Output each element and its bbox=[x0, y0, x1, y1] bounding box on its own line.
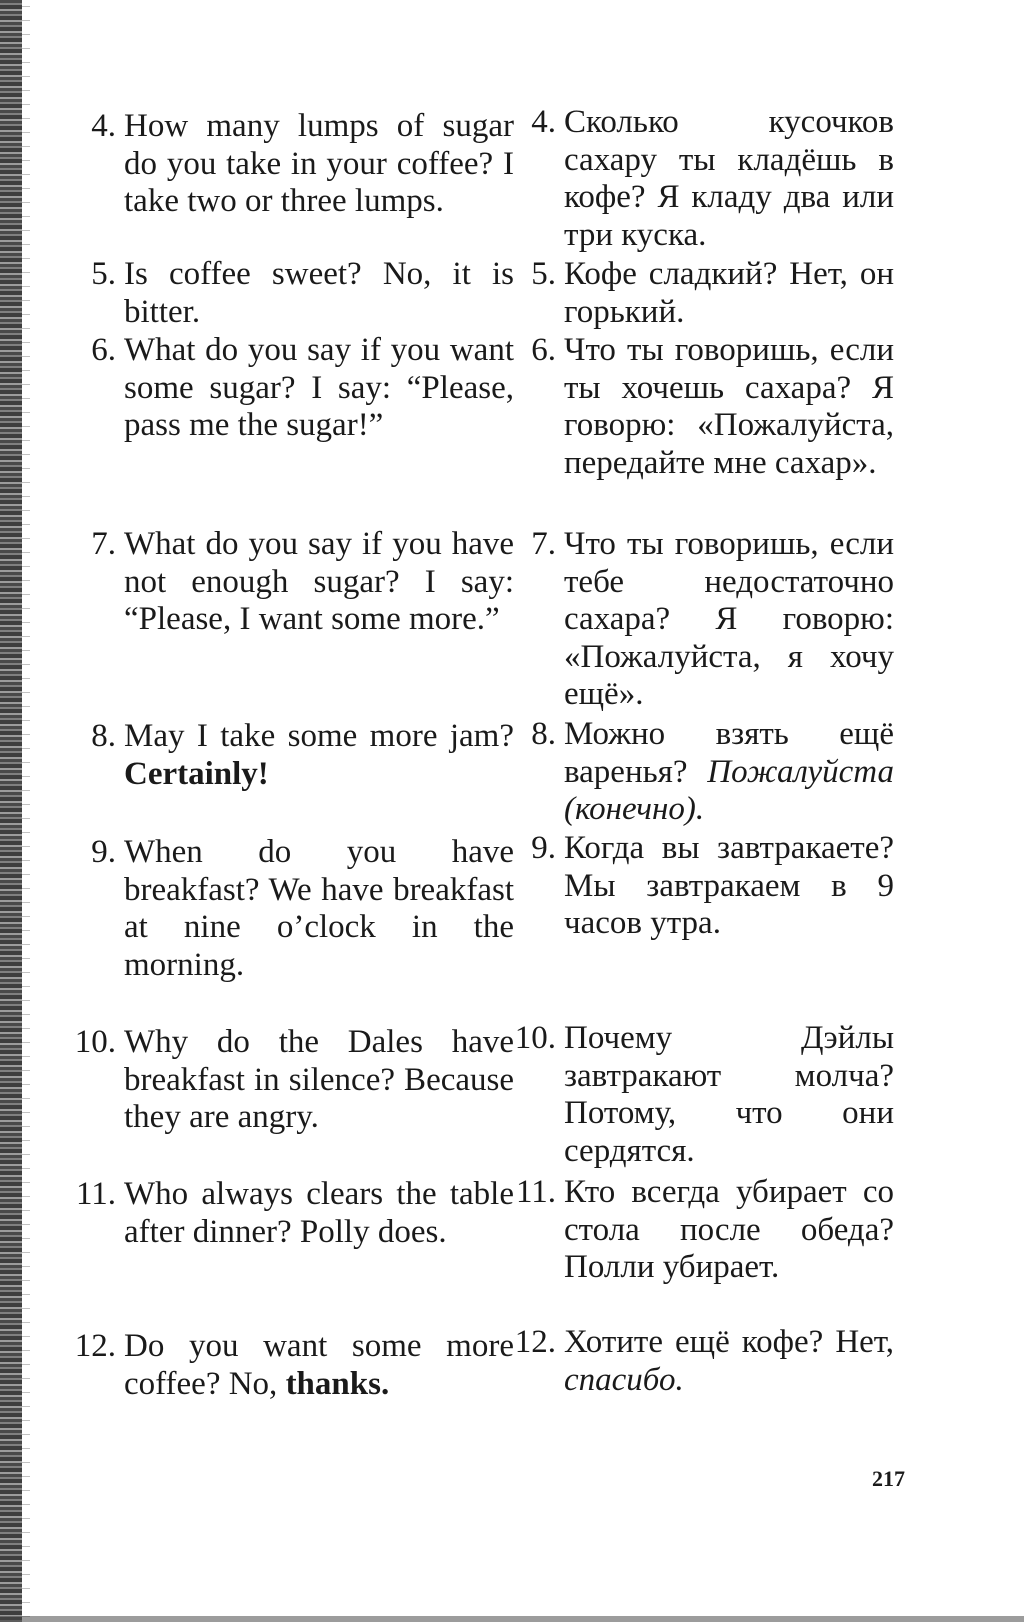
item-text: Сколько кусочков сахару ты кладёшь в кофе? Я кладу два или три куска. bbox=[564, 104, 894, 253]
item-text: Почему Дэйлы завтракают молча? Потому, что они сердятся. bbox=[564, 1020, 894, 1169]
item-number: 7. bbox=[91, 526, 116, 562]
item-number: 7. bbox=[531, 526, 556, 562]
item-number: 6. bbox=[91, 332, 116, 368]
item-text: How many lumps of sugar do you take in your coffee? I take two or three lumps. bbox=[124, 108, 514, 219]
item-text: What do you say if you have not enough sugar? I say: “Please, I want some more.” bbox=[124, 526, 514, 637]
item-text: Why do the Dales have breakfast in silence? Because they are angry. bbox=[124, 1024, 514, 1135]
item-text-bold: Certainly! bbox=[124, 755, 269, 792]
scan-left-edge bbox=[0, 0, 22, 1622]
item-text-italic: Пожалуйста (конечно). bbox=[564, 753, 894, 827]
scan-left-edge-noise bbox=[22, 0, 30, 1622]
item-text-bold: thanks. bbox=[285, 1365, 390, 1402]
item-number: 11. bbox=[75, 1176, 116, 1212]
item-number: 8. bbox=[91, 718, 116, 754]
item-number: 6. bbox=[531, 332, 556, 368]
page-number: 217 bbox=[872, 1466, 905, 1491]
item-number: 9. bbox=[91, 834, 116, 870]
item-number: 5. bbox=[91, 256, 116, 292]
item-text-plain: Do you want some more coffee? No, bbox=[124, 1328, 514, 1402]
item-text: Who always clears the table after dinner? Polly does. bbox=[124, 1176, 514, 1250]
item-number: 12. bbox=[74, 1328, 116, 1364]
item-text: Что ты говоришь, если ты хочешь сахара? Я говорю: «Пожалуйста, передайте мне сахар». bbox=[564, 332, 894, 481]
item-text: What do you say if you want some sugar? I say: “Please, pass me the sugar!” bbox=[124, 332, 514, 443]
item-text bbox=[124, 718, 514, 793]
item-number: 10. bbox=[74, 1024, 116, 1060]
scan-bottom-edge bbox=[0, 1616, 1024, 1622]
item-text bbox=[124, 1328, 514, 1403]
item-number: 12. bbox=[514, 1324, 556, 1360]
item-text: When do you have breakfast? We have breakfast at nine o’clock in the morning. bbox=[124, 834, 514, 983]
item-number: 4. bbox=[531, 104, 556, 140]
item-number: 11. bbox=[515, 1174, 556, 1210]
item-text-plain: May I take some more jam? bbox=[124, 718, 514, 754]
item-text: Что ты говоришь, если тебе недостаточно сахара? Я говорю: «Пожалуйста, я хочу ещё». bbox=[564, 526, 894, 712]
item-text: Когда вы завтракаете? Мы завтракаем в 9 часов утра. bbox=[564, 830, 894, 941]
item-number: 10. bbox=[514, 1020, 556, 1056]
item-text-italic: спасибо. bbox=[564, 1361, 684, 1398]
item-text: Кто всегда убирает со стола после обеда? Полли убирает. bbox=[564, 1174, 894, 1285]
item-text: Is coffee sweet? No, it is bitter. bbox=[124, 256, 514, 330]
item-number: 9. bbox=[531, 830, 556, 866]
item-number: 4. bbox=[91, 108, 116, 144]
item-text: Кофе сладкий? Нет, он горький. bbox=[564, 256, 894, 330]
item-number: 5. bbox=[531, 256, 556, 292]
item-number: 8. bbox=[531, 716, 556, 752]
item-text-plain: Можно взять ещё варенья? bbox=[564, 716, 894, 790]
item-text bbox=[564, 716, 894, 829]
item-text-plain: Хотите ещё кофе? Нет, bbox=[564, 1324, 894, 1360]
item-text bbox=[564, 1324, 894, 1399]
